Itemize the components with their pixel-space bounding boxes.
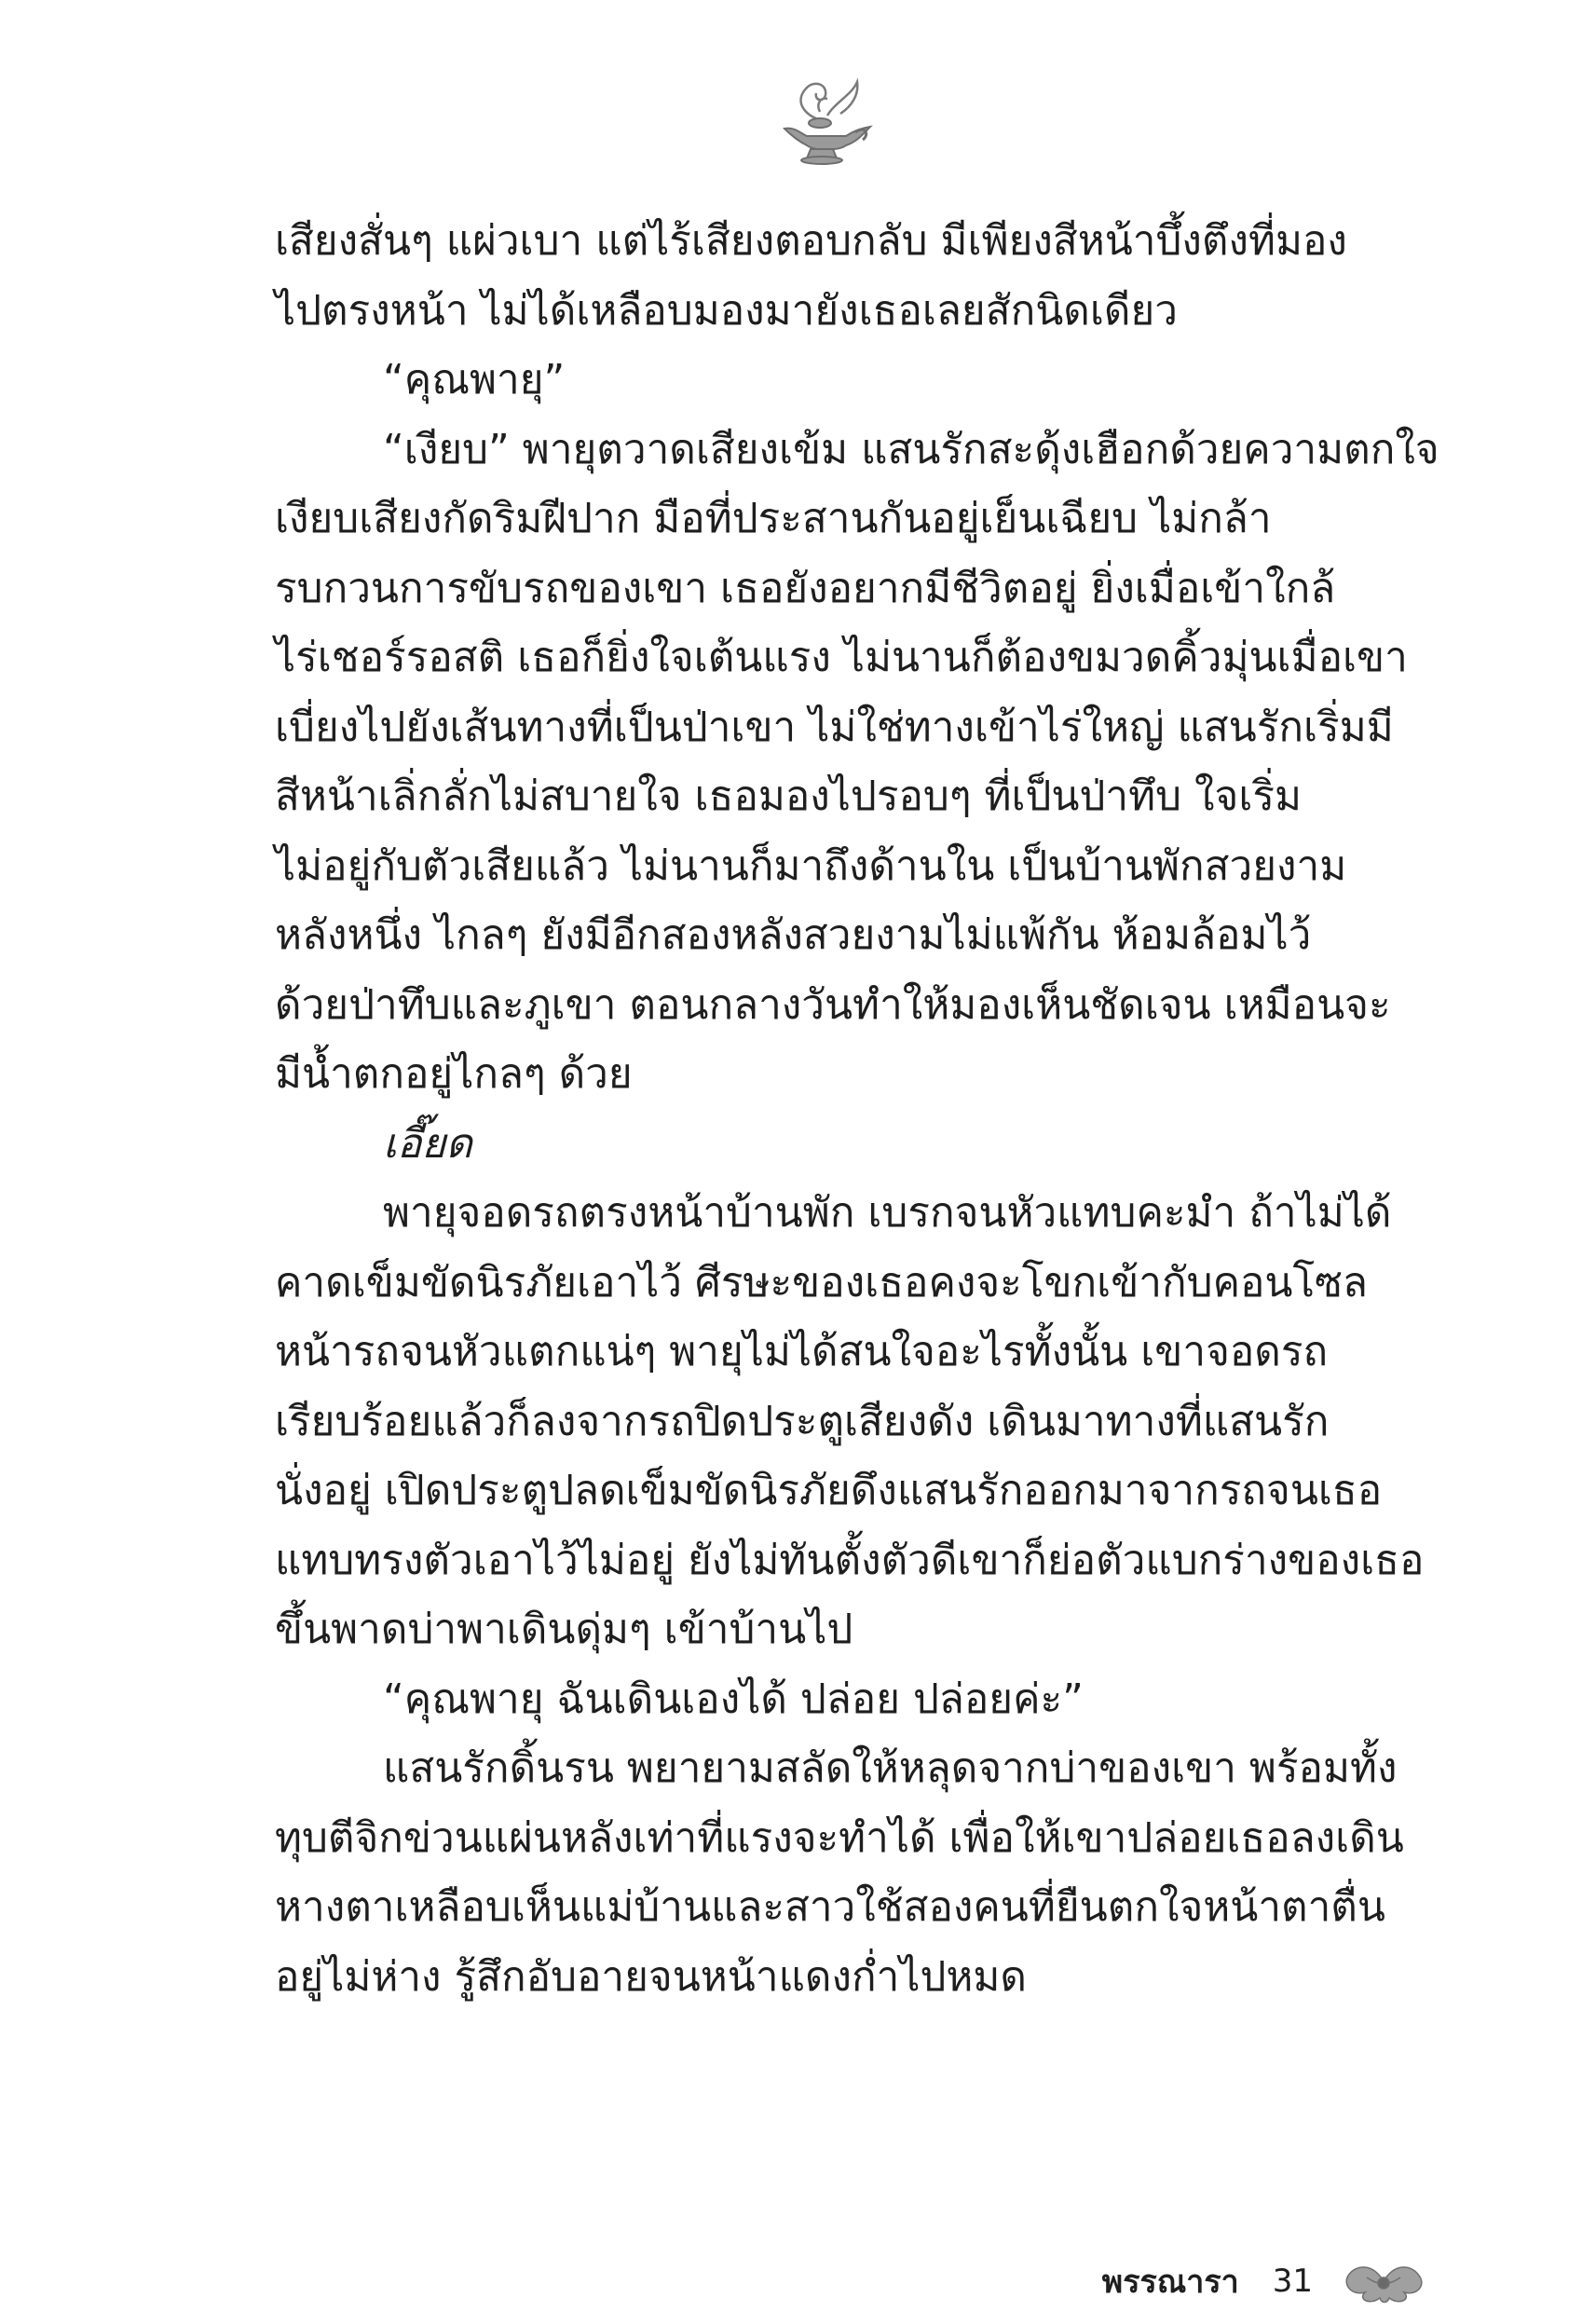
text-line: “เงียบ” พายุตวาดเสียงเข้ม แสนรักสะดุ้งเฮือกด้วยความตกใจ (383, 425, 1439, 473)
text-line: ขึ้นพาดบ่าพาเดินดุ่มๆ เข้าบ้านไป (275, 1606, 853, 1653)
text-line: แทบทรงตัวเอาไว้ไม่อยู่ ยังไม่ทันตั้งตัวดีเขาก็ย่อตัวแบกร่างของเธอ (275, 1536, 1425, 1584)
text-line: เรียบร้อยแล้วก็ลงจากรถปิดประตูเสียงดัง เดินมาทางที่แสนรัก (275, 1397, 1330, 1445)
text-line: ไม่อยู่กับตัวเสียแล้ว ไม่นานก็มาถึงด้านใน เป็นบ้านพักสวยงาม (275, 841, 1347, 890)
text-line: แสนรักดิ้นรน พยายามสลัดให้หลุดจากบ่าของเขา พร้อมทั้ง (383, 1744, 1398, 1792)
text-line: “คุณพายุ” (383, 356, 566, 403)
text-line: หลังหนึ่ง ไกลๆ ยังมีอีกสองหลังสวยงามไม่แพ้กัน ห้อมล้อมไว้ (275, 911, 1312, 959)
book-title: พรรณารา (1101, 2263, 1239, 2301)
text-line: นั่งอยู่ เปิดประตูปลดเข็มขัดนิรภัยดึงแสนรักออกมาจากรถจนเธอ (275, 1467, 1383, 1514)
body-text (275, 207, 1439, 2012)
text-line: มีน้ำตกอยู่ไกลๆ ด้วย (275, 1050, 633, 1098)
text-line: ทุบตีจิกข่วนแผ่นหลังเท่าที่แรงจะทำได้ เพื่อให้เขาปล่อยเธอลงเดิน (275, 1813, 1404, 1862)
text-line: เสียงสั่นๆ แผ่วเบา แต่ไร้เสียงตอบกลับ มีเพียงสีหน้าบึ้งตึงที่มอง (275, 217, 1347, 265)
text-line: รบกวนการขับรถของเขา เธอยังอยากมีชีวิตอยู่ ยิ่งเมื่อเข้าใกล้ (275, 564, 1336, 612)
page-footer (1102, 2255, 1428, 2307)
text-line: “คุณพายุ ฉันเดินเองได้ ปล่อย ปล่อยค่ะ” (383, 1675, 1084, 1723)
page-number: 31 (1272, 2263, 1313, 2300)
text-line: เงียบเสียงกัดริมฝีปาก มือที่ประสานกันอยู่เย็นเฉียบ ไม่กล้า (275, 495, 1272, 542)
text-line: ไร่เชอร์รอสติ เธอก็ยิ่งใจเต้นแรง ไม่นานก็ต้องขมวดคิ้วมุ่นเมื่อเขา (275, 634, 1408, 681)
text-line-italic: เอี๊ยด (383, 1119, 472, 1168)
text-line: ด้วยป่าทึบและภูเขา ตอนกลางวันทำให้มองเห็นชัดเจน เหมือนจะ (275, 980, 1391, 1029)
text-line: หน้ารถจนหัวแตกแน่ๆ พายุไม่ได้สนใจอะไรทั้งนั้น เขาจอดรถ (275, 1328, 1329, 1375)
text-line: ไปตรงหน้า ไม่ได้เหลือบมองมายังเธอเลยสักนิดเดียว (275, 286, 1178, 335)
text-line: พายุจอดรถตรงหน้าบ้านพัก เบรกจนหัวแทบคะมำ ถ้าไม่ได้ (383, 1189, 1392, 1237)
text-line: สีหน้าเลิ่กลั่กไม่สบายใจ เธอมองไปรอบๆ ที่เป็นป่าทึบ ใจเริ่ม (275, 773, 1302, 820)
text-line: หางตาเหลือบเห็นแม่บ้านและสาวใช้สองคนที่ยืนตกใจหน้าตาตื่น (275, 1883, 1385, 1931)
text-line: คาดเข็มขัดนิรภัยเอาไว้ ศีรษะของเธอคงจะโขกเข้ากับคอนโซล (275, 1258, 1368, 1306)
text-line: เบี่ยงไปยังเส้นทางที่เป็นป่าเขา ไม่ใช่ทางเข้าไร่ใหญ่ แสนรักเริ่มมี (275, 703, 1394, 751)
floral-ornament-icon (1339, 2255, 1428, 2307)
genie-lamp-icon (766, 67, 878, 170)
text-line: อยู่ไม่ห่าง รู้สึกอับอายจนหน้าแดงก่ำไปหมด (275, 1952, 1027, 2001)
